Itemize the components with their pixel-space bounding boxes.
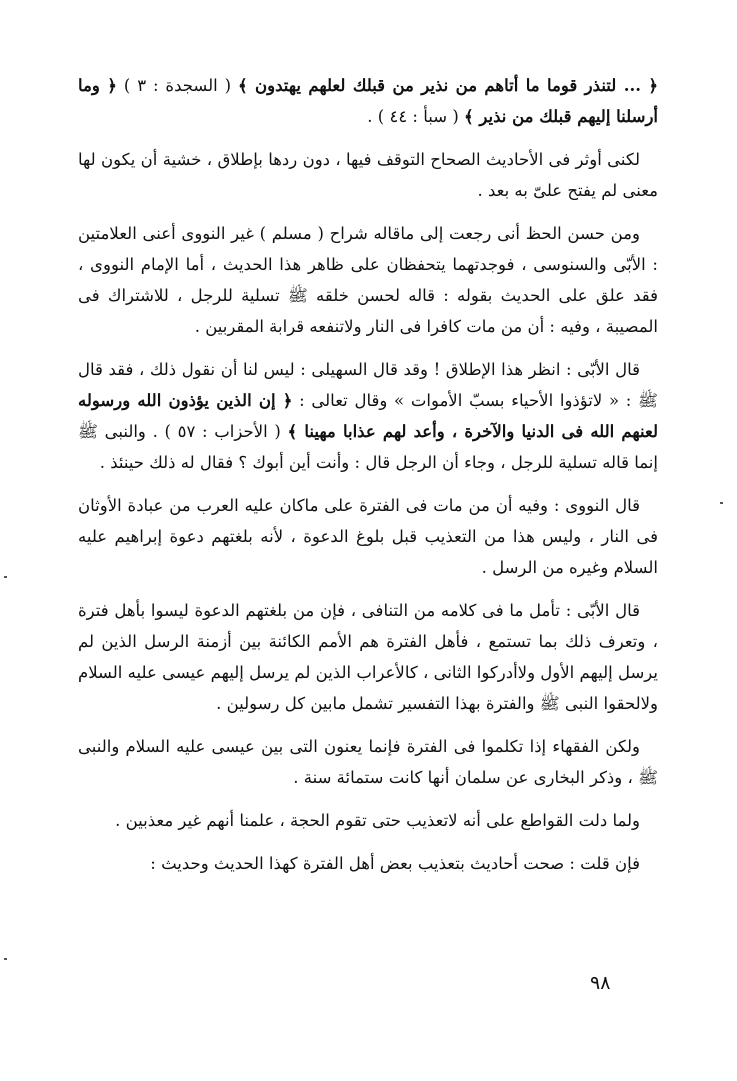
paragraph-text: ولما دلت القواطع على أنه لاتعذيب حتى تقوم الحجة ، علمنا أنهم غير معذبين . [115,811,640,830]
paragraph-text: ( الأحزاب : ٥٧ ) . والنبى ﷺ إنما قاله تسلية للرجل ، وجاء أن الرجل قال : وأنت أين أبوك ؟ فقال له ذلك حينئذ . [78,422,658,472]
paragraph-5 [78,490,658,583]
paragraph-8 [78,805,658,836]
paragraph-9 [78,848,658,879]
quran-verse: ﴿ ... لتنذر قوما ما أتاهم من نذير من قبلك لعلهم يهتدون ﴾ [237,76,659,95]
paragraph-1 [78,70,658,132]
paragraph-text: لكنى أوثر فى الأحاديث الصحاح التوقف فيها ، دون ردها بإطلاق ، خشية أن يكون لها معنى لم يفتح علىّ به بعد . [78,150,658,200]
citation: ( سبأ : ٤٤ ) . [367,107,464,126]
paragraph-text: قال الأبّى : تأمل ما فى كلامه من التنافى ، فإن من بلغتهم الدعوة ليسوا بأهل فترة ، وتعرف ذلك بما تستمع ، فأهل الفترة هم الأمم الكائنة بين أزمنة الرسل الذين لم يرسل إليهم الأول ولاأدركوا الثانى ، كالأعراب الذين لم يرسل إليهم عيسى عليه السلام ولالحقوا النبى ﷺ والفترة بهذا التفسير تشمل مابين كل رسولين . [78,601,658,713]
paragraph-text: ولكن الفقهاء إذا تكلموا فى الفترة فإنما يعنون التى بين عيسى عليه السلام والنبى ﷺ ، وذكر البخارى عن سلمان أنها كانت ستمائة سنة . [78,737,658,787]
paragraph-6 [78,595,658,719]
scan-speck [4,958,7,960]
paragraph-text: قال النووى : وفيه أن من مات فى الفترة على ماكان عليه العرب من عبادة الأوثان فى النار ، وليس هذا من التعذيب قبل بلوغ الدعوة ، لأنه بلغتهم دعوة إبراهيم عليه السلام وغيره من الرسل . [78,496,658,577]
quran-verse: ﴿ إن الذين يؤذون الله ورسوله لعنهم الله فى الدنيا والآخرة ، وأعد لهم عذابا مهينا ﴾ [78,391,658,441]
paragraph-7 [78,731,658,793]
paragraph-4 [78,354,658,478]
paragraph-text: ومن حسن الحظ أنى رجعت إلى ماقاله شراح ( مسلم ) غير النووى أعنى العلامتين : الأبّى والسنوسى ، فوجدتهما يتحفظان على ظاهر هذا الحديث ، أما الإمام النووى ، فقد علق على الحديث بقوله : قاله لحسن خلقه ﷺ تسلية للرجل ، للاشتراك فى المصيبة ، وفيه : أن من مات كافرا فى النار ولاتنفعه قرابة المقربين . [78,224,658,336]
page-number: ٩٨ [590,972,611,994]
scan-speck [4,576,7,578]
body-text [78,70,658,891]
quran-verse: ﴿ وما أرسلنا إليهم قبلك من نذير ﴾ [78,76,658,126]
paragraph-3 [78,218,658,342]
paragraph-text: فإن قلت : صحت أحاديث بتعذيب بعض أهل الفترة كهذا الحديث وحديث : [150,854,640,873]
paragraph-text: قال الأبّى : انظر هذا الإطلاق ! وقد قال السهيلى : ليس لنا أن نقول ذلك ، فقد قال ﷺ : « لاتؤذوا الأحياء بسبّ الأموات » وقال تعالى : [78,360,658,410]
citation: ( السجدة : ٣ ) [116,76,238,95]
scan-speck [720,502,723,504]
paragraph-2 [78,144,658,206]
